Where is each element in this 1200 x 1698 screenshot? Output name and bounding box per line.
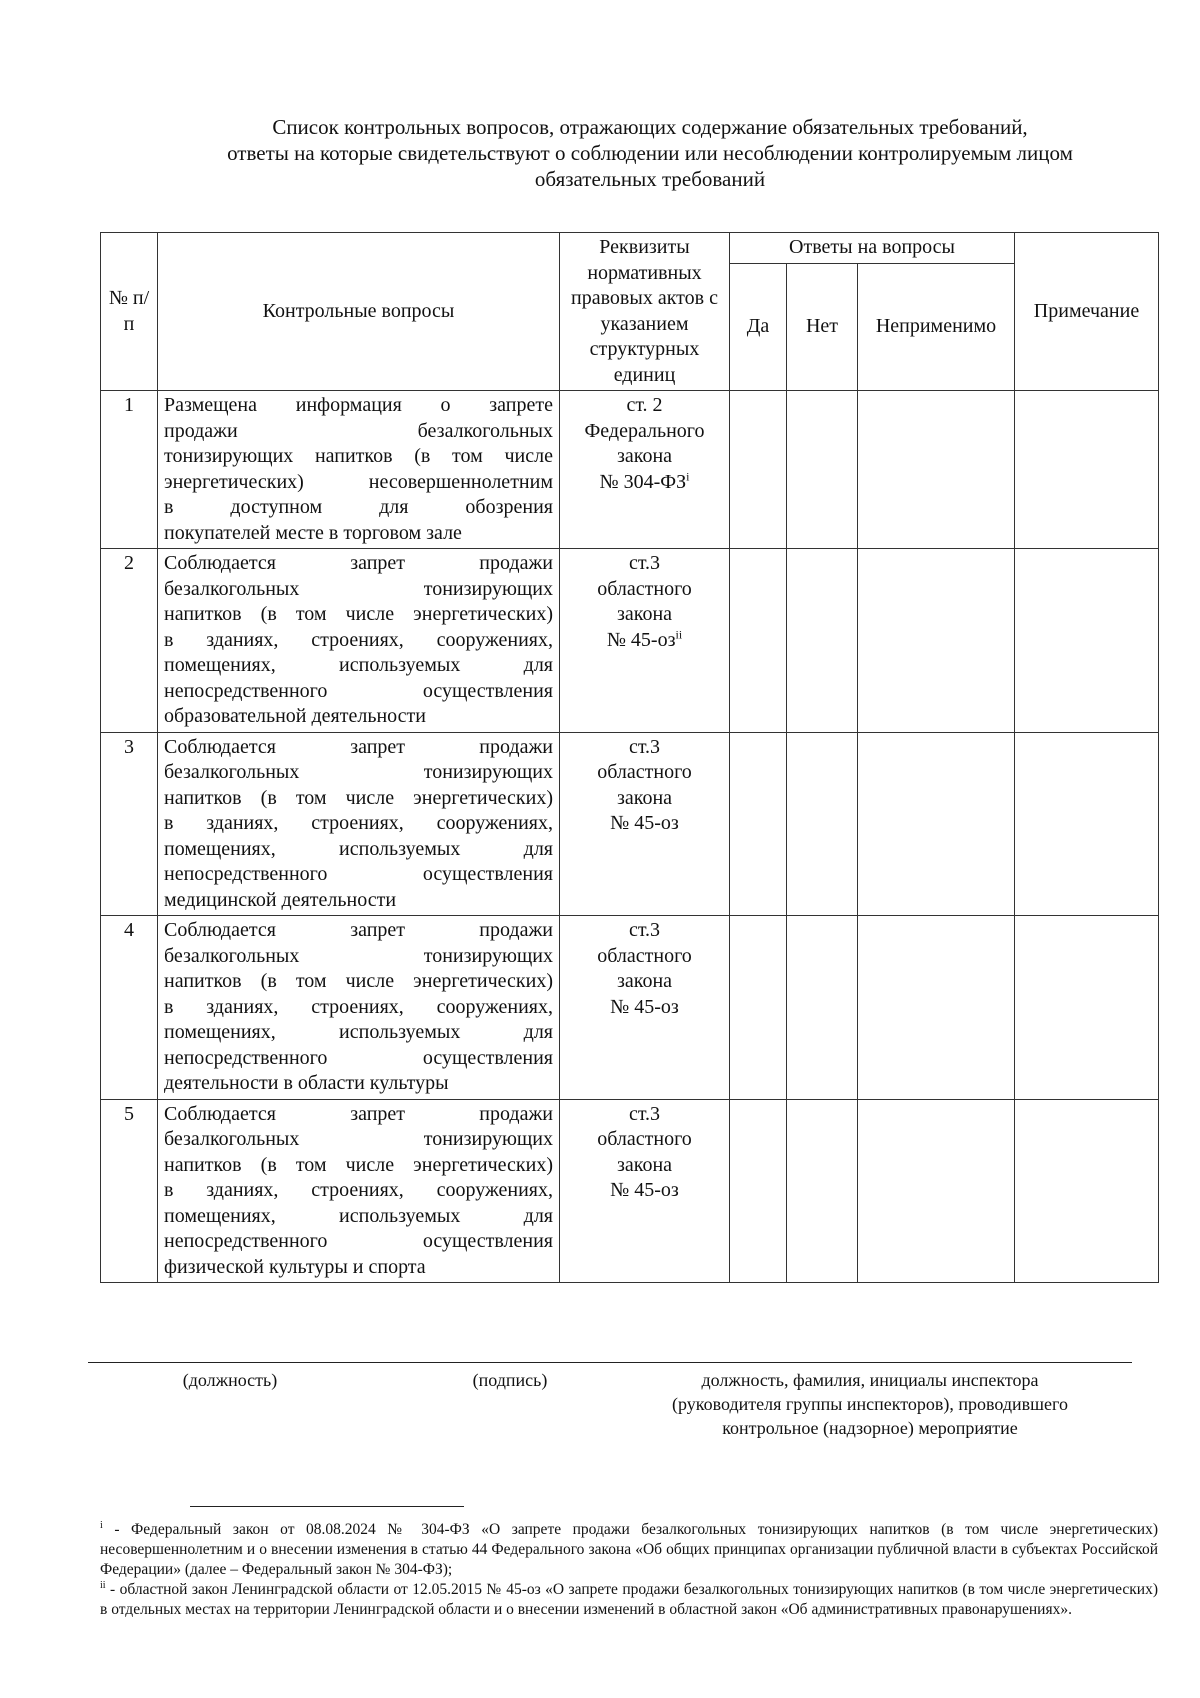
question-line: медицинской деятельности [164, 888, 397, 911]
requisite-text: областного [597, 944, 692, 967]
legal-requisites [560, 916, 730, 1100]
question-line: в зданиях, строениях, сооружениях, [164, 628, 553, 651]
row-number: 4 [101, 916, 158, 1100]
row-number: 5 [101, 1099, 158, 1283]
requisite-text: закона [616, 786, 673, 809]
requisite-text: Федерального [584, 419, 705, 442]
requisite-text: закона [616, 603, 673, 625]
requisite-line [566, 1153, 723, 1179]
signature-line [88, 1362, 1132, 1363]
control-question [158, 732, 560, 916]
question-line: покупателей месте в торговом зале [164, 521, 462, 544]
requisite-line [566, 811, 723, 837]
answer-not-applicable-cell[interactable] [858, 1099, 1015, 1283]
requisite-line [566, 602, 723, 628]
table-row [101, 549, 1159, 733]
note-cell[interactable] [1015, 549, 1159, 733]
footnote-2-marker: ii [100, 1579, 106, 1591]
answer-no-cell[interactable] [787, 391, 858, 549]
question-line: помещениях, используемых для [164, 837, 553, 860]
question-line: непосредственного осуществления [164, 1230, 553, 1252]
question-line: в зданиях, строениях, сооружениях, [164, 1179, 553, 1201]
header-note: Примечание [1015, 233, 1159, 391]
question-line: Соблюдается запрет продажи [164, 1102, 553, 1125]
question-line: помещениях, используемых для [164, 1204, 553, 1227]
requisite-line [566, 995, 723, 1021]
answer-not-applicable-cell[interactable] [858, 916, 1015, 1100]
header-no: Нет [787, 263, 858, 391]
control-question [158, 1099, 560, 1283]
question-line: безалкогольных тонизирующих [164, 577, 553, 600]
footnote-1-text: - Федеральный закон от 08.08.2024 № 304-ФЗ «О запрете продажи безалкогольных тонизирующих напитков (в том числе энергетических) несовершеннолетним и о внесении изменения в статью 44 Федерального закона «Об общих принципах организации публичной власти в субъектах Российской Федерации» (далее – Федеральный закон № 304-ФЗ); [100, 1521, 1158, 1578]
header-row [101, 233, 1159, 264]
footnote-1-marker: i [100, 1519, 103, 1531]
requisite-line [566, 393, 723, 419]
question-line: Соблюдается запрет продажи [164, 735, 553, 758]
question-line: непосредственного осуществления [164, 679, 553, 702]
requisite-line [566, 1102, 723, 1128]
question-line: Размещена информация о запрете [164, 394, 553, 416]
question-line: напитков (в том числе энергетических) [164, 603, 553, 625]
title-line-2: ответы на которые свидетельствуют о соблюдении или несоблюдении контролируемым лицом [227, 141, 1073, 165]
requisite-line [566, 969, 723, 995]
document-title [150, 114, 1150, 192]
question-line: непосредственного осуществления [164, 1046, 553, 1069]
header-yes: Да [730, 263, 787, 391]
legal-requisites [560, 1099, 730, 1283]
question-line: безалкогольных тонизирующих [164, 761, 553, 783]
inspector-line-1: должность, фамилия, инициалы инспектора [701, 1370, 1039, 1390]
requisite-text: ст. 2 [626, 394, 663, 416]
footnote-separator [190, 1506, 464, 1507]
requisite-text: ст.3 [628, 552, 661, 574]
question-line: непосредственного осуществления [164, 863, 553, 885]
footnote-2 [100, 1580, 1158, 1620]
header-not-applicable: Неприменимо [858, 263, 1015, 391]
answer-not-applicable-cell[interactable] [858, 549, 1015, 733]
question-line: продажи безалкогольных [164, 419, 553, 442]
header-num: № п/п [101, 233, 158, 391]
requisite-text: областного [597, 1128, 692, 1150]
requisite-text: ст.3 [628, 735, 661, 758]
question-line: Соблюдается запрет продажи [164, 552, 553, 574]
requisite-text: ст.3 [628, 919, 661, 941]
requisite-line [566, 628, 723, 654]
question-line: деятельности в области культуры [164, 1072, 449, 1094]
requisite-line [566, 786, 723, 812]
table-row [101, 1099, 1159, 1283]
row-number: 2 [101, 549, 158, 733]
inspector-line-3: контрольное (надзорное) мероприятие [722, 1418, 1018, 1438]
question-line: Соблюдается запрет продажи [164, 919, 553, 941]
answer-not-applicable-cell[interactable] [858, 391, 1015, 549]
footnotes [100, 1520, 1158, 1620]
footnote-ref: i [686, 468, 690, 483]
requisite-text: областного [597, 761, 692, 783]
question-line: тонизирующих напитков (в том числе [164, 445, 553, 467]
question-line: физической культуры и спорта [164, 1255, 426, 1278]
note-cell[interactable] [1015, 732, 1159, 916]
requisite-text: закона [616, 445, 673, 467]
answer-yes-cell[interactable] [730, 1099, 787, 1283]
question-line: помещениях, используемых для [164, 1021, 553, 1043]
signature-inspector-label [640, 1368, 1100, 1440]
requisite-text: № 45-оз [610, 995, 679, 1018]
answer-no-cell[interactable] [787, 732, 858, 916]
question-line: безалкогольных тонизирующих [164, 1128, 553, 1150]
control-question [158, 549, 560, 733]
header-requisites: Реквизиты нормативных правовых актов с указанием структурных единиц [560, 233, 730, 391]
requisite-line [566, 577, 723, 603]
row-number: 3 [101, 732, 158, 916]
requisite-text: № 304-ФЗ [599, 470, 687, 493]
signature-sign-label: (подпись) [472, 1370, 548, 1390]
question-line: в доступном для обозрения [164, 496, 553, 518]
question-line: энергетических) несовершеннолетним [164, 470, 553, 493]
footnote-2-text: - областной закон Ленинградской области от 12.05.2015 № 45-оз «О запрете продажи безалкогольных тонизирующих напитков (в том числе энергетических) в отдельных местах на территории Ленинградской области и о внесении изменений в областной закон «Об административных правонарушениях». [100, 1581, 1158, 1618]
answer-yes-cell[interactable] [730, 732, 787, 916]
requisite-line [566, 944, 723, 970]
legal-requisites [560, 391, 730, 549]
note-cell[interactable] [1015, 1099, 1159, 1283]
checklist-table [100, 232, 1159, 1283]
requisite-line [566, 735, 723, 761]
requisite-text: ст.3 [628, 1102, 661, 1125]
question-line: безалкогольных тонизирующих [164, 944, 553, 967]
requisite-line [566, 470, 723, 496]
question-line: в зданиях, строениях, сооружениях, [164, 812, 553, 834]
footnote-ref: ii [675, 626, 683, 641]
requisite-text: областного [597, 577, 692, 600]
inspector-line-2: (руководителя группы инспекторов), проводившего [672, 1394, 1068, 1414]
answer-no-cell[interactable] [787, 916, 858, 1100]
table-row [101, 916, 1159, 1100]
question-line: помещениях, используемых для [164, 654, 553, 676]
requisite-text: № 45-оз [610, 812, 679, 834]
answer-not-applicable-cell[interactable] [858, 732, 1015, 916]
requisite-line [566, 419, 723, 445]
requisite-line [566, 551, 723, 577]
table-row [101, 391, 1159, 549]
question-line: в зданиях, строениях, сооружениях, [164, 995, 553, 1018]
requisite-text: № 45-оз [606, 628, 676, 651]
requisite-line [566, 918, 723, 944]
legal-requisites [560, 549, 730, 733]
question-line: напитков (в том числе энергетических) [164, 1153, 553, 1176]
header-answers: Ответы на вопросы [730, 233, 1015, 264]
requisite-line [566, 1178, 723, 1204]
answer-yes-cell[interactable] [730, 916, 787, 1100]
title-line-1: Список контрольных вопросов, отражающих содержание обязательных требований, [272, 115, 1028, 139]
legal-requisites [560, 732, 730, 916]
control-question [158, 391, 560, 549]
row-number: 1 [101, 391, 158, 549]
question-line: образовательной деятельности [164, 705, 426, 727]
note-cell[interactable] [1015, 391, 1159, 549]
question-line: напитков (в том числе энергетических) [164, 786, 553, 809]
question-line: напитков (в том числе энергетических) [164, 970, 553, 992]
answer-no-cell[interactable] [787, 549, 858, 733]
table-row [101, 732, 1159, 916]
requisite-text: закона [616, 970, 673, 992]
signature-position-label: (должность) [182, 1370, 278, 1390]
requisite-line [566, 1127, 723, 1153]
requisite-line [566, 444, 723, 470]
requisite-text: № 45-оз [610, 1179, 679, 1201]
answer-yes-cell[interactable] [730, 391, 787, 549]
answer-yes-cell[interactable] [730, 549, 787, 733]
control-question [158, 916, 560, 1100]
header-questions: Контрольные вопросы [158, 233, 560, 391]
title-line-3: обязательных требований [534, 167, 766, 191]
footnote-1 [100, 1520, 1158, 1580]
answer-no-cell[interactable] [787, 1099, 858, 1283]
requisite-line [566, 760, 723, 786]
note-cell[interactable] [1015, 916, 1159, 1100]
requisite-text: закона [616, 1153, 673, 1176]
